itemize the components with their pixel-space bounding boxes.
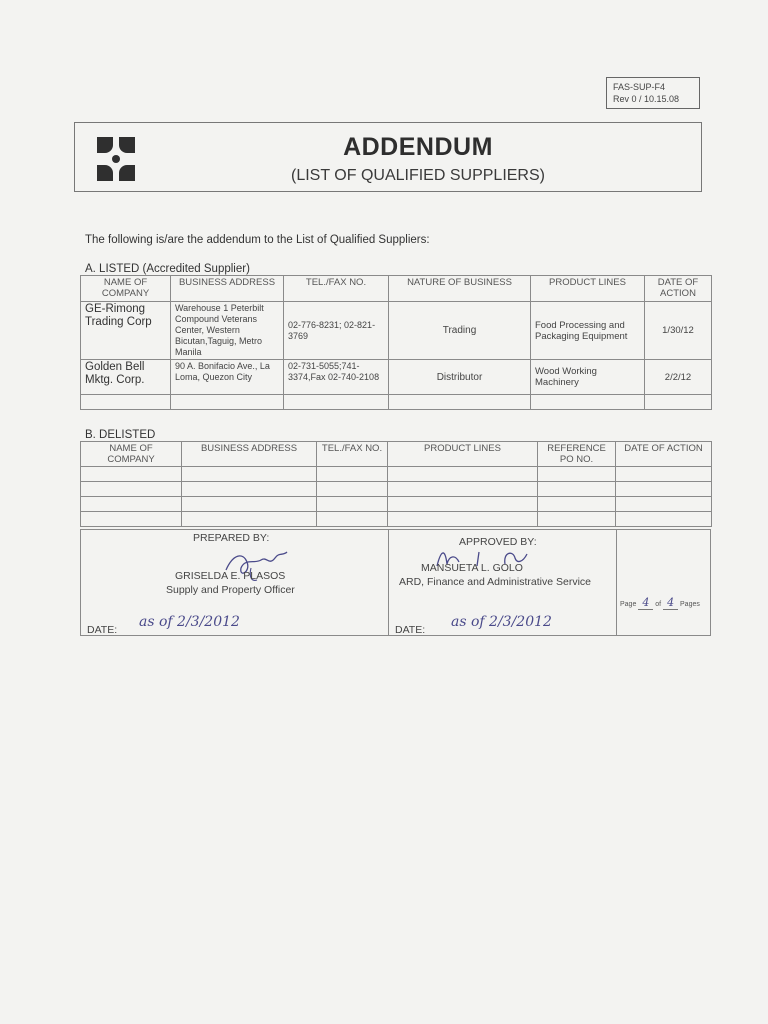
date-of-action: 1/30/12 [645, 302, 712, 360]
business-address: 90 A. Bonifacio Ave., La Loma, Quezon City [171, 360, 284, 395]
column-header: BUSINESS ADDRESS [182, 442, 317, 467]
prepared-by-title: Supply and Property Officer [166, 584, 295, 596]
business-address: Warehouse 1 Peterbilt Compound Veterans Center, Western Bicutan,Taguig, Metro Manila [171, 302, 284, 360]
approved-date-label: DATE: [395, 624, 426, 636]
table-row [81, 467, 712, 482]
column-header: NATURE OF BUSINESS [389, 276, 531, 302]
table-row [81, 497, 712, 512]
prepared-by-label: PREPARED BY: [193, 532, 270, 544]
of-word: of [655, 601, 662, 608]
form-revision: Rev 0 / 10.15.08 [613, 94, 680, 104]
approved-date: as of 2/3/2012 [451, 614, 552, 630]
document-subtitle: (LIST OF QUALIFIED SUPPLIERS) [291, 167, 545, 184]
column-header: DATE OF ACTION [645, 276, 712, 302]
pages-word: Pages [680, 601, 700, 608]
prepared-date: as of 2/3/2012 [139, 614, 240, 630]
table-row [81, 302, 712, 360]
document-header [74, 122, 702, 192]
company-name: GE-Rimong Trading Corp [81, 302, 171, 360]
company-name: Golden Bell Mktg. Corp. [81, 360, 171, 395]
column-header: PRODUCT LINES [531, 276, 645, 302]
page-indicator [620, 596, 700, 609]
column-header: REFERENCE PO NO. [538, 442, 616, 467]
approved-by-name: MANSUETA L. GOLO [421, 562, 523, 574]
prepared-by-name: GRISELDA E. PLASOS [175, 570, 286, 582]
column-header: TEL./FAX NO. [284, 276, 389, 302]
listed-section-title: A. LISTED (Accredited Supplier) [85, 263, 250, 275]
form-code-box [606, 77, 700, 109]
nature-of-business: Distributor [389, 360, 531, 395]
approved-by-label: APPROVED BY: [459, 536, 537, 548]
page-number: 4 [638, 596, 653, 610]
prepared-date-label: DATE: [87, 624, 118, 636]
column-header: BUSINESS ADDRESS [171, 276, 284, 302]
approved-by-title: ARD, Finance and Administrative Service [399, 576, 591, 588]
table-row [81, 482, 712, 497]
divider [388, 530, 389, 635]
signature-block [80, 529, 711, 636]
column-header: TEL./FAX NO. [317, 442, 388, 467]
intro-text: The following is/are the addendum to the List of Qualified Suppliers: [85, 234, 430, 246]
product-lines: Food Processing and Packaging Equipment [531, 302, 645, 360]
delisted-section-title: B. DELISTED [85, 429, 156, 441]
form-code: FAS-SUP-F4 [613, 82, 666, 92]
date-of-action: 2/2/12 [645, 360, 712, 395]
tel-fax: 02-776-8231; 02-821-3769 [284, 302, 389, 360]
delisted-header-row [81, 442, 712, 467]
divider [616, 530, 617, 635]
listed-table [80, 275, 712, 410]
column-header: NAME OF COMPANY [81, 442, 182, 467]
delisted-table [80, 441, 712, 527]
nature-of-business: Trading [389, 302, 531, 360]
column-header: DATE OF ACTION [616, 442, 712, 467]
product-lines: Wood Working Machinery [531, 360, 645, 395]
table-row [81, 360, 712, 395]
column-header: NAME OF COMPANY [81, 276, 171, 302]
column-header: PRODUCT LINES [388, 442, 538, 467]
listed-header-row [81, 276, 712, 302]
page-total: 4 [663, 596, 678, 610]
table-row [81, 395, 712, 410]
document-title: ADDENDUM [343, 133, 493, 161]
tel-fax: 02-731-5055;741-3374,Fax 02-740-2108 [284, 360, 389, 395]
page-word: Page [620, 601, 637, 608]
table-row [81, 512, 712, 527]
